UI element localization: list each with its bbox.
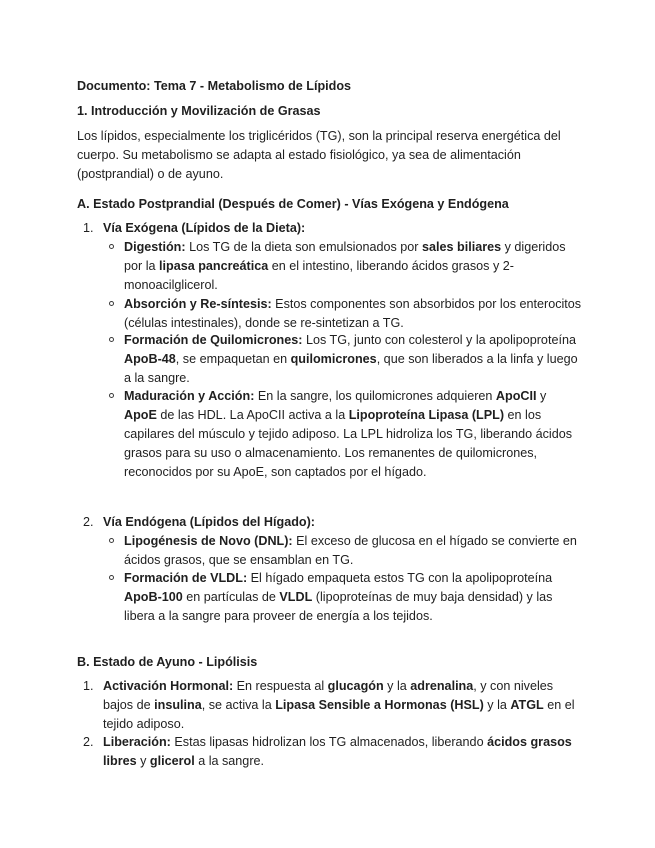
section-b-item-1: 1. Activación Hormonal: En respuesta al glucagón y la adrenalina, y con niveles bajos de insulina, se activa la Lipasa Sensible a Hormonas (HSL) y la ATGL en el tejido adiposo. <box>83 679 575 731</box>
list-number: 2. <box>83 735 94 749</box>
section-a-item-1 <box>77 219 582 238</box>
bullet-quilomicrones: Formación de Quilomicrones: Los TG, junto con colesterol y la apolipoproteína ApoB-48, se empaquetan en quilomicrones, que son liberados a la linfa y luego a la sangre. <box>104 331 582 388</box>
intro-paragraph: Los lípidos, especialmente los triglicéridos (TG), son la principal reserva energética del cuerpo. Su metabolismo se adapta al estado fisiológico, ya sea de alimentación (postprandial) o de ayuno. <box>77 129 561 181</box>
list-number: 1. <box>83 221 94 235</box>
section-a-heading: A. Estado Postprandial (Después de Comer) - Vías Exógena y Endógena <box>77 197 509 211</box>
bullet-vldl: Formación de VLDL: El hígado empaqueta estos TG con la apolipoproteína ApoB-100 en partículas de VLDL (lipoproteínas de muy baja densidad) y las libera a la sangre para proveer de energía a los tejidos. <box>104 569 582 626</box>
bullet-absorcion: Absorción y Re-síntesis: Estos componentes son absorbidos por los enterocitos (células intestinales), donde se re-sintetizan a TG. <box>104 295 582 333</box>
list-number: 2. <box>83 515 94 529</box>
bullet-lipogenesis: Lipogénesis de Novo (DNL): El exceso de glucosa en el hígado se convierte en ácidos grasos, que se ensamblan en TG. <box>104 532 582 570</box>
item-label: Vía Exógena (Lípidos de la Dieta): <box>103 221 306 235</box>
bullet-circle-icon <box>109 575 114 580</box>
section-b-heading: B. Estado de Ayuno - Lipólisis <box>77 655 258 669</box>
intro-heading: 1. Introducción y Movilización de Grasas <box>77 104 321 118</box>
section-b-item-2: 2. Liberación: Estas lipasas hidrolizan los TG almacenados, liberando ácidos grasos libres y glicerol a la sangre. <box>83 735 572 768</box>
document-title: Documento: Tema 7 - Metabolismo de Lípidos <box>77 79 352 93</box>
section-a-item-2 <box>77 513 582 532</box>
item-label: Vía Endógena (Lípidos del Hígado): <box>103 515 315 529</box>
bullet-circle-icon <box>109 538 114 543</box>
bullet-circle-icon <box>109 393 114 398</box>
bullet-circle-icon <box>109 301 114 306</box>
bullet-digestion: Digestión: Los TG de la dieta son emulsionados por sales biliares y digeridos por la lipasa pancreática en el intestino, liberando ácidos grasos y 2-monoacilglicerol. <box>104 238 582 295</box>
list-number: 1. <box>83 679 94 693</box>
bullet-circle-icon <box>109 244 114 249</box>
bullet-maduracion: Maduración y Acción: En la sangre, los quilomicrones adquieren ApoCII y ApoE de las HDL. La ApoCII activa a la Lipoproteína Lipasa (LPL) en los capilares del músculo y tejido adiposo. La LPL hidroliza los TG, liberando ácidos grasos para su uso o almacenamiento. Los remanentes de quilomicrones, reconocidos por su ApoE, son captados por el hígado. <box>104 387 582 482</box>
bullet-circle-icon <box>109 337 114 342</box>
